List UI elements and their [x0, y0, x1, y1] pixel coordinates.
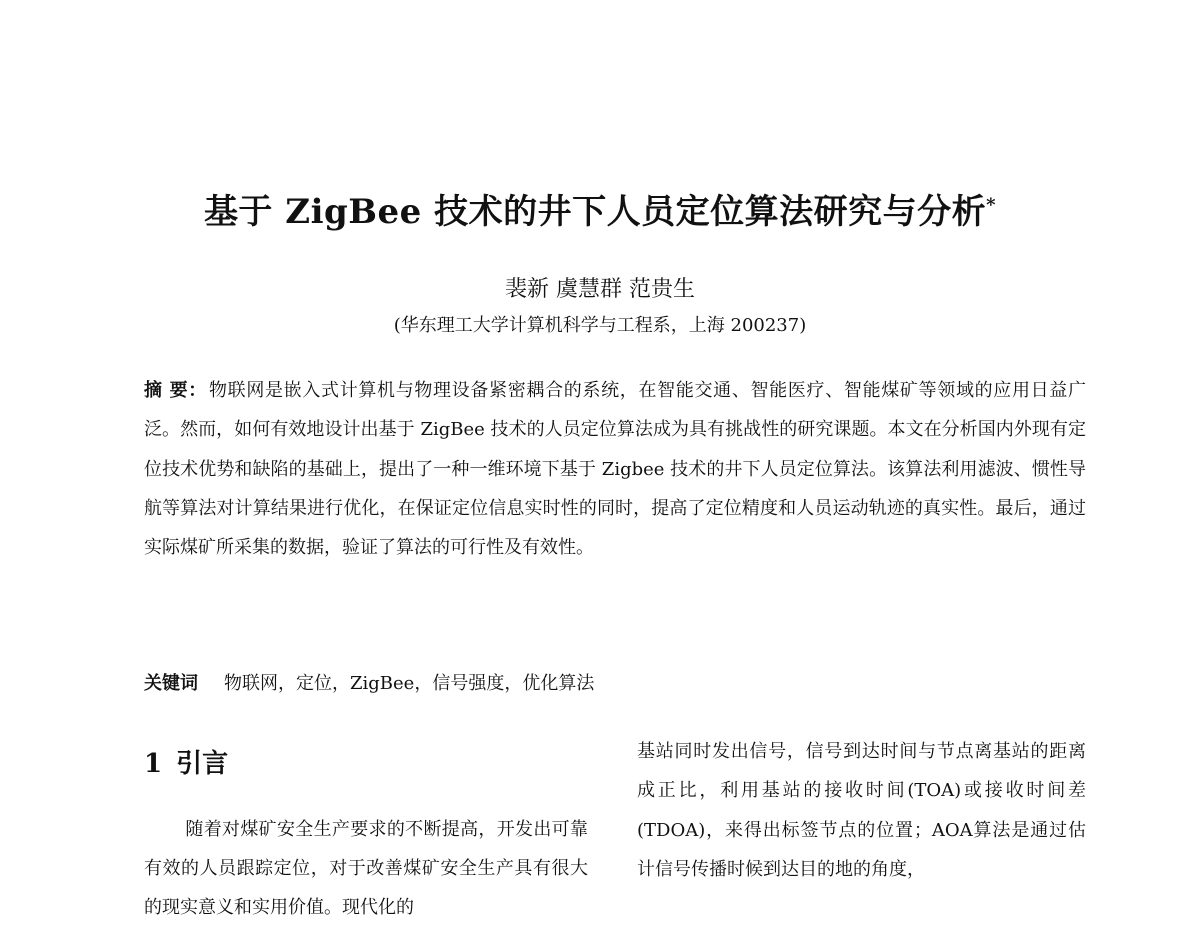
keywords-text: 物联网，定位，ZigBee，信号强度，优化算法 — [224, 673, 595, 694]
author-list: 裴新 虞慧群 范贵生 — [505, 277, 695, 302]
body-right-column: 基站同时发出信号，信号到达时间与节点离基站的距离成正比，利用基站的接收时间(TOA)或接收时间差(TDOA)，来得出标签节点的位置；AOA算法是通过估计信号传播时候到达目的地的角度， — [637, 741, 1086, 880]
paper-title-text: 基于 ZigBee 技术的井下人员定位算法研究与分析 — [203, 192, 987, 232]
abstract — [144, 371, 1086, 567]
section-heading — [144, 743, 228, 780]
title-footnote-mark: * — [986, 194, 997, 216]
affiliation: (华东理工大学计算机科学与工程系，上海 200237) — [393, 315, 807, 336]
section-number: 1 — [144, 749, 163, 779]
abstract-text: 物联网是嵌入式计算机与物理设备紧密耦合的系统，在智能交通、智能医疗、智能煤矿等领域的应用日益广泛。然而，如何有效地设计出基于 ZigBee 技术的人员定位算法成为具有挑战性的研究课题。本文在分析国内外现有定位技术优势和缺陷的基础上，提出了一种一维环境下基于 Zigbee 技术的井下人员定位算法。该算法利用滤波、惯性导航等算法对计算结果进行优化，在保证定位信息实时性的同时，提高了定位精度和人员运动轨迹的真实性。最后，通过实际煤矿所采集的数据，验证了算法的可行性及有效性。 — [144, 380, 1086, 559]
abstract-label: 摘 要： — [144, 380, 207, 401]
body-left-column: 随着对煤矿安全生产要求的不断提高，开发出可靠有效的人员跟踪定位，对于改善煤矿安全生产具有很大的现实意义和实用价值。现代化的 — [144, 819, 588, 918]
section-title: 引言 — [176, 749, 229, 779]
keywords-label: 关键词 — [144, 673, 198, 694]
paper-title — [0, 184, 1200, 233]
keywords — [144, 670, 1086, 698]
